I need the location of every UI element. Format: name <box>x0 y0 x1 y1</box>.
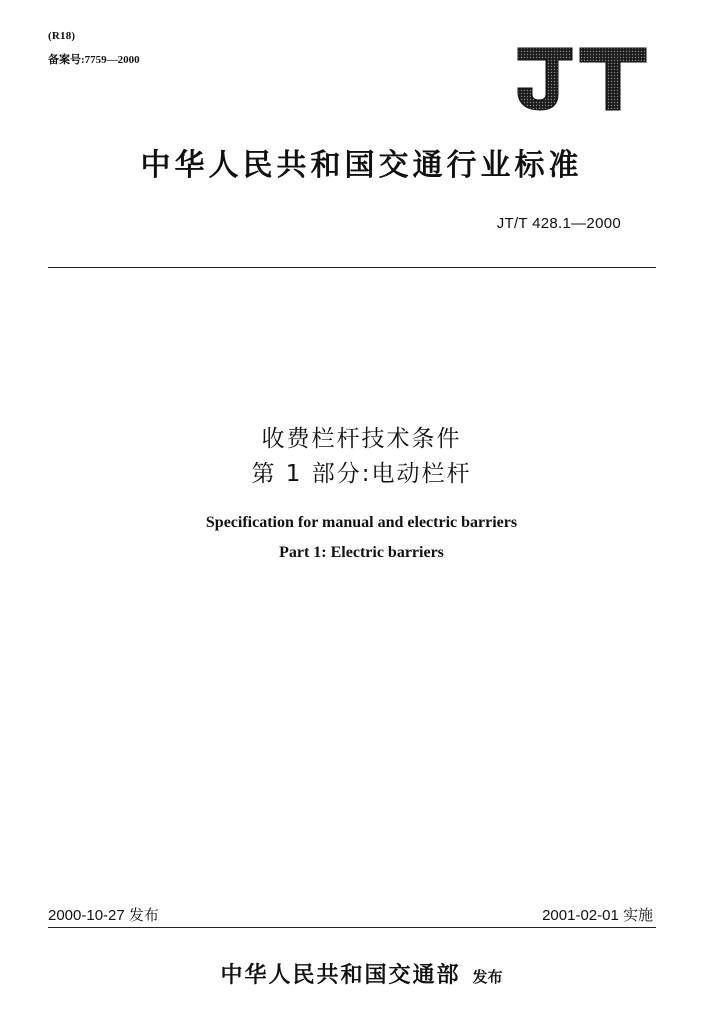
title-en-line2: Part 1: Electric barriers <box>279 544 444 561</box>
title-zh-line2: 第 1 部分:电动栏杆 <box>251 461 472 487</box>
publisher-name: 中华人民共和国交通部 <box>220 962 461 988</box>
publisher <box>0 958 723 989</box>
filing-number: 备案号:7759—2000 <box>48 54 140 66</box>
standard-organization: 中华人民共和国交通行业标准 <box>140 148 583 183</box>
title-zh-line1: 收费栏杆技术条件 <box>261 426 462 452</box>
title-en-line1: Specification for manual and electric barriers <box>205 514 518 531</box>
issue-date: 2000-10-27 发布 <box>48 907 159 924</box>
publisher-action: 发布 <box>472 968 503 986</box>
bottom-divider <box>48 927 656 928</box>
top-divider <box>48 267 656 268</box>
implementation-date: 2001-02-01 实施 <box>542 907 653 924</box>
classification-code: (R18) <box>48 30 76 42</box>
jt-logo <box>514 44 650 114</box>
standard-number: JT/T 428.1—2000 <box>496 215 621 232</box>
